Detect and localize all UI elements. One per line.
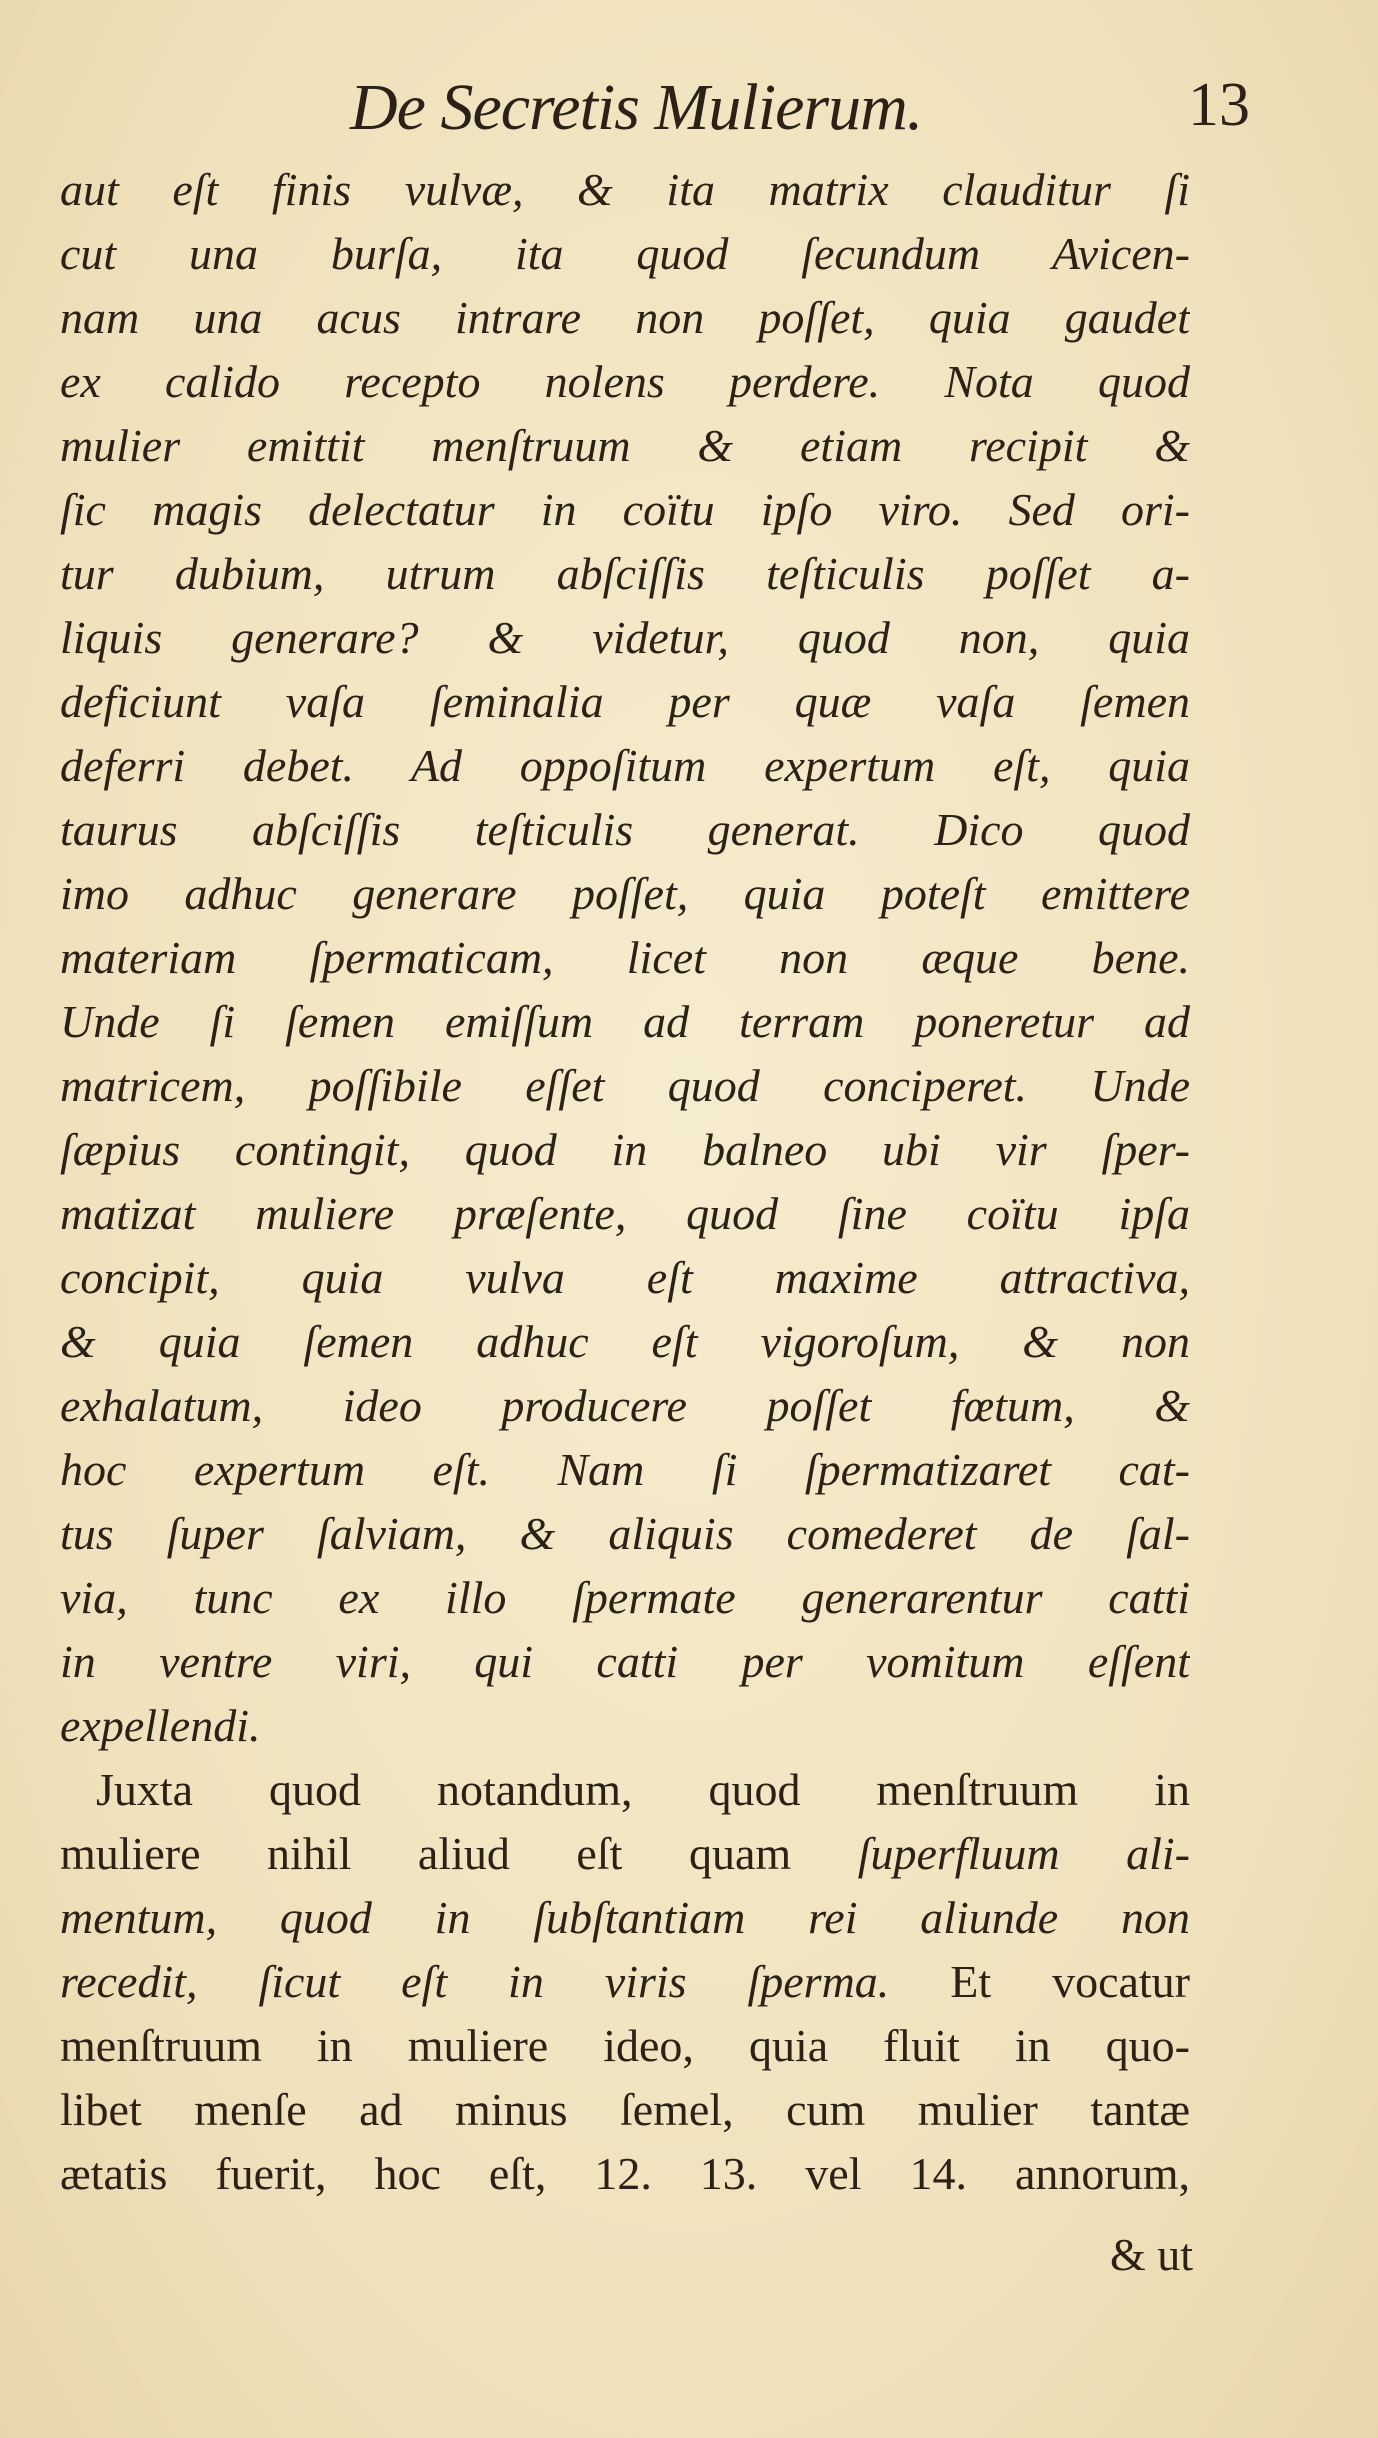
text-line: exhalatum, ideo producere poſſet fœtum, & bbox=[60, 1380, 1190, 1431]
page-number: 13 bbox=[1188, 71, 1250, 139]
catchword: & ut bbox=[1109, 2229, 1193, 2280]
text-line: mulier emittit menſtruum & etiam recipit & bbox=[60, 420, 1190, 471]
body-text bbox=[60, 158, 1190, 2206]
text-line: imo adhuc generare poſſet, quia poteſt emittere bbox=[60, 868, 1190, 919]
text-line: ſæpius contingit, quod in balneo ubi vir ſper- bbox=[60, 1124, 1190, 1175]
text-line: ætatis fuerit, hoc eſt, 12. 13. vel 14. annorum, bbox=[60, 2148, 1190, 2199]
text-line: tur dubium, utrum abſciſſis teſticulis poſſet a- bbox=[60, 548, 1190, 599]
text-line: cut una burſa, ita quod ſecundum Avicen- bbox=[60, 228, 1190, 279]
text-line: liquis generare? & videtur, quod non, quia bbox=[60, 612, 1190, 663]
text-line: & quia ſemen adhuc eſt vigoroſum, & non bbox=[60, 1316, 1190, 1367]
paragraph-start-line: Juxta quod notandum, quod menſtruum in bbox=[96, 1764, 1190, 1815]
text-line: aut eſt finis vulvæ, & ita matrix clauditur ſi bbox=[60, 164, 1190, 215]
text-line bbox=[60, 1950, 1190, 2014]
text-line bbox=[60, 1822, 1190, 1886]
italic-text: ſuperfluum ali- bbox=[857, 1828, 1190, 1879]
text-line: deferri debet. Ad oppoſitum expertum eſt, quia bbox=[60, 740, 1190, 791]
text-line: libet menſe ad minus ſemel, cum mulier tantæ bbox=[60, 2084, 1190, 2135]
text-line: menſtruum in muliere ideo, quia fluit in quo- bbox=[60, 2020, 1190, 2071]
text-line: matizat muliere præſente, quod ſine coïtu ipſa bbox=[60, 1188, 1190, 1239]
text-line: tus ſuper ſalviam, & aliquis comederet de ſal- bbox=[60, 1508, 1190, 1559]
text-line: hoc expertum eſt. Nam ſi ſpermatizaret cat- bbox=[60, 1444, 1190, 1495]
text-line: deficiunt vaſa ſeminalia per quæ vaſa ſemen bbox=[60, 676, 1190, 727]
text-line: expellendi. bbox=[60, 1700, 261, 1751]
italic-text: recedit, ſicut eſt in viris ſperma. bbox=[60, 1956, 890, 2007]
running-title: De Secretis Mulierum. bbox=[350, 71, 923, 144]
text-line: ſic magis delectatur in coïtu ipſo viro. Sed ori- bbox=[60, 484, 1190, 535]
text-line: nam una acus intrare non poſſet, quia gaudet bbox=[60, 292, 1190, 343]
text-line: materiam ſpermaticam, licet non æque bene. bbox=[60, 932, 1190, 983]
text-line: ex calido recepto nolens perdere. Nota quod bbox=[60, 356, 1190, 407]
roman-text: muliere nihil aliud eſt quam bbox=[60, 1828, 858, 1879]
text-line: matricem, poſſibile eſſet quod conciperet. Unde bbox=[60, 1060, 1190, 1111]
text-line: taurus abſciſſis teſticulis generat. Dico quod bbox=[60, 804, 1190, 855]
text-line: concipit, quia vulva eſt maxime attractiva, bbox=[60, 1252, 1190, 1303]
text-line: Unde ſi ſemen emiſſum ad terram poneretur ad bbox=[60, 996, 1190, 1047]
page-header bbox=[350, 70, 1250, 160]
roman-text: Et vocatur bbox=[889, 1956, 1190, 2007]
text-line: via, tunc ex illo ſpermate generarentur catti bbox=[60, 1572, 1190, 1623]
text-line: in ventre viri, qui catti per vomitum eſſent bbox=[60, 1636, 1190, 1687]
text-line: mentum, quod in ſubſtantiam rei aliunde non bbox=[60, 1892, 1190, 1943]
